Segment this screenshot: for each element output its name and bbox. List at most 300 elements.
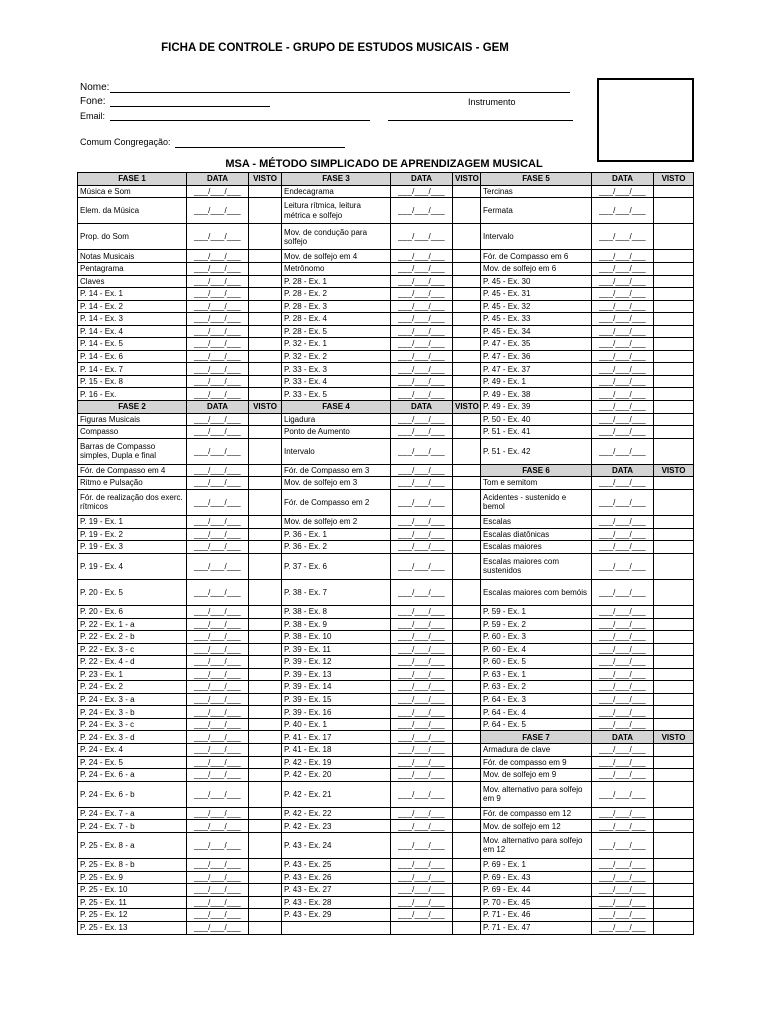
date-field[interactable]: ___/___/___	[391, 553, 453, 579]
date-field[interactable]: ___/___/___	[592, 288, 654, 301]
visto-field[interactable]	[249, 579, 282, 605]
date-field[interactable]: ___/___/___	[391, 338, 453, 351]
date-field[interactable]: ___/___/___	[187, 807, 249, 820]
visto-field[interactable]	[453, 413, 481, 426]
visto-field[interactable]	[654, 884, 694, 897]
date-field[interactable]: ___/___/___	[391, 325, 453, 338]
date-field[interactable]: ___/___/___	[592, 477, 654, 490]
date-field[interactable]: ___/___/___	[187, 743, 249, 756]
date-field[interactable]: ___/___/___	[592, 656, 654, 669]
date-field[interactable]: ___/___/___	[187, 832, 249, 858]
visto-field[interactable]	[453, 300, 481, 313]
visto-field[interactable]	[654, 618, 694, 631]
date-field[interactable]: ___/___/___	[187, 489, 249, 515]
date-field[interactable]: ___/___/___	[592, 579, 654, 605]
date-field[interactable]: ___/___/___	[391, 288, 453, 301]
visto-field[interactable]	[654, 605, 694, 618]
date-field[interactable]: ___/___/___	[391, 313, 453, 326]
date-field[interactable]: ___/___/___	[391, 388, 453, 401]
visto-field[interactable]	[249, 464, 282, 477]
visto-field[interactable]	[654, 718, 694, 731]
visto-field[interactable]	[453, 198, 481, 224]
date-field[interactable]: ___/___/___	[391, 262, 453, 275]
visto-field[interactable]	[453, 706, 481, 719]
date-field[interactable]: ___/___/___	[592, 668, 654, 681]
visto-field[interactable]	[453, 313, 481, 326]
visto-field[interactable]	[654, 262, 694, 275]
visto-field[interactable]	[654, 489, 694, 515]
visto-field[interactable]	[654, 541, 694, 554]
visto-field[interactable]	[654, 288, 694, 301]
visto-field[interactable]	[654, 438, 694, 464]
visto-field[interactable]	[654, 579, 694, 605]
visto-field[interactable]	[453, 528, 481, 541]
visto-field[interactable]	[249, 262, 282, 275]
visto-field[interactable]	[453, 516, 481, 529]
visto-field[interactable]	[453, 553, 481, 579]
date-field[interactable]: ___/___/___	[187, 605, 249, 618]
date-field[interactable]: ___/___/___	[592, 185, 654, 198]
date-field[interactable]: ___/___/___	[592, 706, 654, 719]
visto-field[interactable]	[453, 325, 481, 338]
date-field[interactable]: ___/___/___	[187, 338, 249, 351]
visto-field[interactable]	[453, 262, 481, 275]
date-field[interactable]: ___/___/___	[592, 871, 654, 884]
visto-field[interactable]	[654, 681, 694, 694]
visto-field[interactable]	[453, 807, 481, 820]
visto-field[interactable]	[249, 288, 282, 301]
visto-field[interactable]	[453, 618, 481, 631]
date-field[interactable]: ___/___/___	[592, 363, 654, 376]
visto-field[interactable]	[654, 325, 694, 338]
date-field[interactable]: ___/___/___	[391, 516, 453, 529]
visto-field[interactable]	[453, 756, 481, 769]
visto-field[interactable]	[453, 375, 481, 388]
congregacao-line[interactable]	[175, 147, 345, 148]
visto-field[interactable]	[453, 909, 481, 922]
visto-field[interactable]	[249, 909, 282, 922]
date-field[interactable]: ___/___/___	[391, 426, 453, 439]
visto-field[interactable]	[453, 781, 481, 807]
visto-field[interactable]	[249, 618, 282, 631]
date-field[interactable]: ___/___/___	[391, 275, 453, 288]
date-field[interactable]: ___/___/___	[592, 313, 654, 326]
date-field[interactable]: ___/___/___	[592, 921, 654, 934]
date-field[interactable]: ___/___/___	[592, 553, 654, 579]
visto-field[interactable]	[654, 375, 694, 388]
visto-field[interactable]	[654, 909, 694, 922]
visto-field[interactable]	[453, 693, 481, 706]
date-field[interactable]: ___/___/___	[391, 769, 453, 782]
date-field[interactable]: ___/___/___	[592, 832, 654, 858]
date-field[interactable]: ___/___/___	[187, 718, 249, 731]
visto-field[interactable]	[654, 338, 694, 351]
visto-field[interactable]	[654, 871, 694, 884]
visto-field[interactable]	[654, 820, 694, 833]
date-field[interactable]: ___/___/___	[592, 250, 654, 263]
date-field[interactable]: ___/___/___	[187, 731, 249, 744]
visto-field[interactable]	[654, 250, 694, 263]
visto-field[interactable]	[249, 300, 282, 313]
date-field[interactable]: ___/___/___	[187, 528, 249, 541]
date-field[interactable]: ___/___/___	[592, 605, 654, 618]
visto-field[interactable]	[249, 693, 282, 706]
visto-field[interactable]	[249, 807, 282, 820]
visto-field[interactable]	[249, 438, 282, 464]
date-field[interactable]: ___/___/___	[592, 884, 654, 897]
date-field[interactable]: ___/___/___	[391, 706, 453, 719]
visto-field[interactable]	[249, 832, 282, 858]
date-field[interactable]: ___/___/___	[187, 643, 249, 656]
date-field[interactable]: ___/___/___	[592, 896, 654, 909]
visto-field[interactable]	[453, 643, 481, 656]
visto-field[interactable]	[453, 363, 481, 376]
date-field[interactable]: ___/___/___	[592, 262, 654, 275]
date-field[interactable]: ___/___/___	[187, 553, 249, 579]
visto-field[interactable]	[453, 426, 481, 439]
date-field[interactable]: ___/___/___	[187, 681, 249, 694]
date-field[interactable]: ___/___/___	[391, 605, 453, 618]
date-field[interactable]: ___/___/___	[391, 668, 453, 681]
date-field[interactable]: ___/___/___	[187, 426, 249, 439]
date-field[interactable]: ___/___/___	[187, 198, 249, 224]
visto-field[interactable]	[249, 350, 282, 363]
date-field[interactable]: ___/___/___	[391, 756, 453, 769]
date-field[interactable]: ___/___/___	[391, 631, 453, 644]
date-field[interactable]: ___/___/___	[592, 718, 654, 731]
visto-field[interactable]	[453, 185, 481, 198]
date-field[interactable]: ___/___/___	[187, 706, 249, 719]
visto-field[interactable]	[654, 300, 694, 313]
date-field[interactable]: ___/___/___	[187, 656, 249, 669]
date-field[interactable]: ___/___/___	[391, 363, 453, 376]
fone-line[interactable]	[110, 106, 270, 107]
visto-field[interactable]	[249, 426, 282, 439]
visto-field[interactable]	[654, 832, 694, 858]
date-field[interactable]: ___/___/___	[391, 541, 453, 554]
date-field[interactable]: ___/___/___	[187, 477, 249, 490]
date-field[interactable]: ___/___/___	[187, 250, 249, 263]
date-field[interactable]: ___/___/___	[391, 859, 453, 872]
email-line[interactable]	[110, 120, 370, 121]
date-field[interactable]: ___/___/___	[391, 693, 453, 706]
visto-field[interactable]	[249, 198, 282, 224]
visto-field[interactable]	[249, 756, 282, 769]
visto-field[interactable]	[654, 807, 694, 820]
date-field[interactable]: ___/___/___	[187, 185, 249, 198]
date-field[interactable]: ___/___/___	[187, 325, 249, 338]
visto-field[interactable]	[654, 656, 694, 669]
date-field[interactable]: ___/___/___	[187, 756, 249, 769]
date-field[interactable]: ___/___/___	[187, 871, 249, 884]
visto-field[interactable]	[249, 388, 282, 401]
date-field[interactable]: ___/___/___	[187, 350, 249, 363]
date-field[interactable]: ___/___/___	[592, 426, 654, 439]
visto-field[interactable]	[654, 631, 694, 644]
visto-field[interactable]	[654, 363, 694, 376]
date-field[interactable]: ___/___/___	[187, 313, 249, 326]
date-field[interactable]: ___/___/___	[592, 438, 654, 464]
date-field[interactable]: ___/___/___	[391, 438, 453, 464]
visto-field[interactable]	[453, 489, 481, 515]
date-field[interactable]: ___/___/___	[391, 464, 453, 477]
visto-field[interactable]	[249, 313, 282, 326]
visto-field[interactable]	[654, 528, 694, 541]
date-field[interactable]: ___/___/___	[187, 579, 249, 605]
visto-field[interactable]	[453, 871, 481, 884]
visto-field[interactable]	[249, 363, 282, 376]
date-field[interactable]: ___/___/___	[592, 375, 654, 388]
visto-field[interactable]	[249, 681, 282, 694]
visto-field[interactable]	[249, 859, 282, 872]
visto-field[interactable]	[249, 743, 282, 756]
date-field[interactable]: ___/___/___	[187, 618, 249, 631]
visto-field[interactable]	[249, 489, 282, 515]
date-field[interactable]: ___/___/___	[592, 325, 654, 338]
date-field[interactable]: ___/___/___	[391, 350, 453, 363]
visto-field[interactable]	[249, 731, 282, 744]
date-field[interactable]: ___/___/___	[187, 668, 249, 681]
visto-field[interactable]	[453, 769, 481, 782]
visto-field[interactable]	[249, 528, 282, 541]
date-field[interactable]: ___/___/___	[592, 516, 654, 529]
date-field[interactable]: ___/___/___	[391, 618, 453, 631]
visto-field[interactable]	[453, 896, 481, 909]
visto-field[interactable]	[249, 413, 282, 426]
date-field[interactable]: ___/___/___	[187, 275, 249, 288]
visto-field[interactable]	[249, 553, 282, 579]
visto-field[interactable]	[453, 288, 481, 301]
visto-field[interactable]	[654, 388, 694, 401]
visto-field[interactable]	[453, 250, 481, 263]
visto-field[interactable]	[654, 693, 694, 706]
date-field[interactable]: ___/___/___	[592, 413, 654, 426]
date-field[interactable]: ___/___/___	[391, 300, 453, 313]
date-field[interactable]: ___/___/___	[391, 413, 453, 426]
visto-field[interactable]	[249, 516, 282, 529]
date-field[interactable]: ___/___/___	[592, 643, 654, 656]
date-field[interactable]: ___/___/___	[187, 884, 249, 897]
visto-field[interactable]	[453, 477, 481, 490]
date-field[interactable]: ___/___/___	[592, 909, 654, 922]
date-field[interactable]: ___/___/___	[187, 388, 249, 401]
date-field[interactable]: ___/___/___	[391, 224, 453, 250]
date-field[interactable]: ___/___/___	[391, 250, 453, 263]
visto-field[interactable]	[453, 859, 481, 872]
visto-field[interactable]	[249, 325, 282, 338]
date-field[interactable]: ___/___/___	[187, 781, 249, 807]
visto-field[interactable]	[453, 388, 481, 401]
visto-field[interactable]	[654, 477, 694, 490]
date-field[interactable]: ___/___/___	[391, 198, 453, 224]
visto-field[interactable]	[654, 313, 694, 326]
visto-field[interactable]	[654, 756, 694, 769]
visto-field[interactable]	[654, 769, 694, 782]
date-field[interactable]: ___/___/___	[592, 618, 654, 631]
date-field[interactable]: ___/___/___	[592, 807, 654, 820]
visto-field[interactable]	[654, 643, 694, 656]
visto-field[interactable]	[249, 656, 282, 669]
date-field[interactable]: ___/___/___	[592, 769, 654, 782]
date-field[interactable]: ___/___/___	[187, 859, 249, 872]
date-field[interactable]: ___/___/___	[391, 731, 453, 744]
date-field[interactable]: ___/___/___	[187, 363, 249, 376]
visto-field[interactable]	[249, 643, 282, 656]
visto-field[interactable]	[654, 859, 694, 872]
date-field[interactable]: ___/___/___	[391, 528, 453, 541]
date-field[interactable]: ___/___/___	[187, 693, 249, 706]
visto-field[interactable]	[453, 579, 481, 605]
date-field[interactable]: ___/___/___	[391, 489, 453, 515]
date-field[interactable]: ___/___/___	[592, 743, 654, 756]
instrumento-line[interactable]	[388, 120, 573, 121]
visto-field[interactable]	[453, 681, 481, 694]
date-field[interactable]: ___/___/___	[592, 388, 654, 401]
visto-field[interactable]	[249, 375, 282, 388]
date-field[interactable]: ___/___/___	[391, 718, 453, 731]
date-field[interactable]: ___/___/___	[391, 743, 453, 756]
visto-field[interactable]	[453, 541, 481, 554]
date-field[interactable]: ___/___/___	[187, 464, 249, 477]
date-field[interactable]: ___/___/___	[592, 681, 654, 694]
date-field[interactable]: ___/___/___	[391, 871, 453, 884]
visto-field[interactable]	[249, 896, 282, 909]
visto-field[interactable]	[453, 668, 481, 681]
date-field[interactable]: ___/___/___	[187, 438, 249, 464]
visto-field[interactable]	[654, 781, 694, 807]
date-field[interactable]: ___/___/___	[187, 631, 249, 644]
date-field[interactable]: ___/___/___	[592, 631, 654, 644]
visto-field[interactable]	[453, 820, 481, 833]
date-field[interactable]: ___/___/___	[187, 909, 249, 922]
date-field[interactable]: ___/___/___	[592, 198, 654, 224]
visto-field[interactable]	[654, 224, 694, 250]
date-field[interactable]: ___/___/___	[592, 338, 654, 351]
date-field[interactable]: ___/___/___	[391, 375, 453, 388]
date-field[interactable]: ___/___/___	[187, 375, 249, 388]
date-field[interactable]: ___/___/___	[187, 224, 249, 250]
date-field[interactable]: ___/___/___	[391, 896, 453, 909]
visto-field[interactable]	[654, 516, 694, 529]
date-field[interactable]: ___/___/___	[391, 477, 453, 490]
visto-field[interactable]	[249, 605, 282, 618]
visto-field[interactable]	[654, 185, 694, 198]
date-field[interactable]: ___/___/___	[187, 769, 249, 782]
visto-field[interactable]	[249, 275, 282, 288]
visto-field[interactable]	[654, 426, 694, 439]
visto-field[interactable]	[249, 338, 282, 351]
date-field[interactable]: ___/___/___	[391, 909, 453, 922]
visto-field[interactable]	[249, 884, 282, 897]
visto-field[interactable]	[453, 464, 481, 477]
date-field[interactable]: ___/___/___	[391, 807, 453, 820]
visto-field[interactable]	[249, 631, 282, 644]
date-field[interactable]: ___/___/___	[592, 859, 654, 872]
date-field[interactable]: ___/___/___	[592, 489, 654, 515]
date-field[interactable]: ___/___/___	[592, 400, 654, 413]
visto-field[interactable]	[654, 198, 694, 224]
date-field[interactable]: ___/___/___	[592, 756, 654, 769]
visto-field[interactable]	[453, 743, 481, 756]
nome-line[interactable]	[110, 92, 570, 93]
visto-field[interactable]	[249, 185, 282, 198]
visto-field[interactable]	[654, 668, 694, 681]
date-field[interactable]: ___/___/___	[391, 781, 453, 807]
date-field[interactable]: ___/___/___	[187, 820, 249, 833]
visto-field[interactable]	[249, 769, 282, 782]
visto-field[interactable]	[654, 413, 694, 426]
date-field[interactable]: ___/___/___	[187, 413, 249, 426]
date-field[interactable]: ___/___/___	[391, 185, 453, 198]
visto-field[interactable]	[453, 884, 481, 897]
date-field[interactable]: ___/___/___	[592, 275, 654, 288]
visto-field[interactable]	[453, 656, 481, 669]
visto-field[interactable]	[249, 477, 282, 490]
visto-field[interactable]	[453, 631, 481, 644]
visto-field[interactable]	[249, 250, 282, 263]
date-field[interactable]: ___/___/___	[391, 884, 453, 897]
date-field[interactable]: ___/___/___	[391, 579, 453, 605]
date-field[interactable]: ___/___/___	[592, 781, 654, 807]
visto-field[interactable]	[453, 338, 481, 351]
visto-field[interactable]	[249, 921, 282, 934]
date-field[interactable]: ___/___/___	[592, 224, 654, 250]
visto-field[interactable]	[249, 668, 282, 681]
visto-field[interactable]	[249, 871, 282, 884]
visto-field[interactable]	[654, 896, 694, 909]
visto-field[interactable]	[453, 731, 481, 744]
visto-field[interactable]	[249, 541, 282, 554]
visto-field[interactable]	[654, 706, 694, 719]
visto-field[interactable]	[453, 718, 481, 731]
date-field[interactable]: ___/___/___	[391, 820, 453, 833]
visto-field[interactable]	[654, 275, 694, 288]
date-field[interactable]: ___/___/___	[187, 300, 249, 313]
date-field[interactable]: ___/___/___	[592, 693, 654, 706]
date-field[interactable]: ___/___/___	[592, 528, 654, 541]
visto-field[interactable]	[249, 224, 282, 250]
visto-field[interactable]	[654, 553, 694, 579]
date-field[interactable]: ___/___/___	[187, 516, 249, 529]
visto-field[interactable]	[453, 350, 481, 363]
date-field[interactable]: ___/___/___	[592, 541, 654, 554]
visto-field[interactable]	[453, 224, 481, 250]
date-field[interactable]: ___/___/___	[391, 656, 453, 669]
date-field[interactable]: ___/___/___	[187, 896, 249, 909]
visto-field[interactable]	[453, 832, 481, 858]
date-field[interactable]: ___/___/___	[391, 681, 453, 694]
date-field[interactable]: ___/___/___	[592, 820, 654, 833]
visto-field[interactable]	[654, 350, 694, 363]
date-field[interactable]: ___/___/___	[592, 300, 654, 313]
date-field[interactable]: ___/___/___	[187, 288, 249, 301]
visto-field[interactable]	[249, 718, 282, 731]
visto-field[interactable]	[249, 781, 282, 807]
visto-field[interactable]	[453, 605, 481, 618]
date-field[interactable]: ___/___/___	[592, 350, 654, 363]
date-field[interactable]: ___/___/___	[391, 643, 453, 656]
visto-field[interactable]	[654, 743, 694, 756]
visto-field[interactable]	[654, 921, 694, 934]
visto-field[interactable]	[249, 706, 282, 719]
visto-field[interactable]	[654, 400, 694, 413]
date-field[interactable]: ___/___/___	[187, 262, 249, 275]
date-field[interactable]: ___/___/___	[187, 921, 249, 934]
visto-field[interactable]	[453, 438, 481, 464]
visto-field[interactable]	[453, 275, 481, 288]
date-field[interactable]: ___/___/___	[391, 832, 453, 858]
visto-field[interactable]	[249, 820, 282, 833]
